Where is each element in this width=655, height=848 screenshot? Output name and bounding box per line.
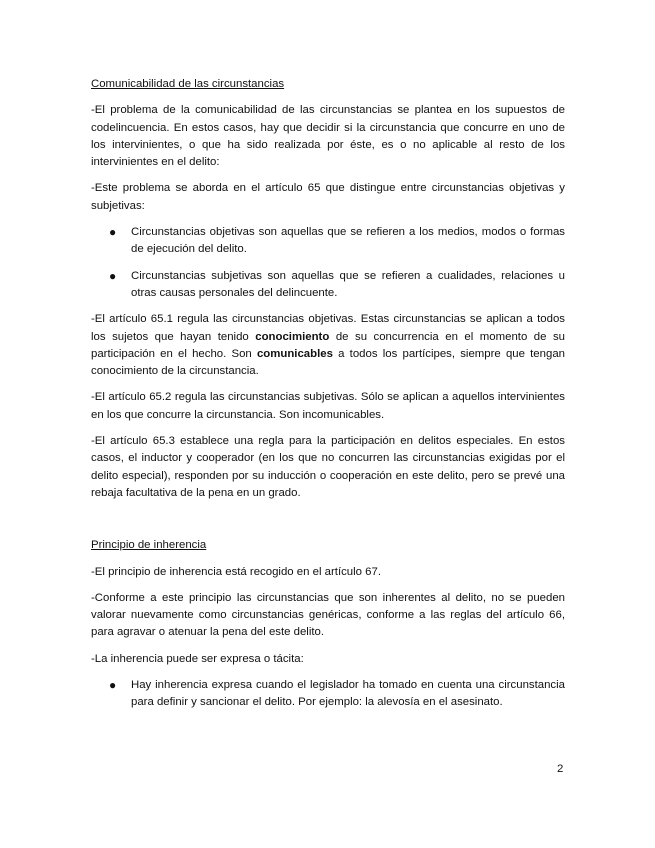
list-item bbox=[109, 268, 565, 303]
list-item-text: Circunstancias objetivas son aquellas que se refieren a los medios, modos o formas de ejecución del delito. bbox=[131, 226, 565, 256]
list-item-text: Circunstancias subjetivas son aquellas que se refieren a cualidades, relaciones u otras causas personales del delincuente. bbox=[131, 269, 565, 299]
bold-term: comunicables bbox=[256, 347, 333, 360]
list-item-text: Hay inherencia expresa cuando el legislador ha tomado en cuenta una circunstancia para definir y sancionar el delito. Por ejemplo: la alevosía en el asesinato. bbox=[131, 679, 565, 709]
list-item bbox=[109, 677, 565, 712]
paragraph: -El problema de la comunicabilidad de las circunstancias se plantea en los supuestos de codelincuencia. En estos casos, hay que decidir si la circunstancia que concurre en uno de los intervinientes, o que ha sido realizada por éste, es o no aplicable al resto de los intervinientes en el delito: bbox=[91, 104, 565, 169]
bullet-icon: ● bbox=[109, 268, 117, 283]
list-item bbox=[109, 224, 565, 259]
section-gap bbox=[91, 511, 565, 537]
bullet-icon: ● bbox=[109, 225, 117, 240]
text-run: -El artículo 65.1 regula las circunstancias objetivas. Estas circunstancias se aplican a todos los sujetos que hayan tenido bbox=[91, 313, 565, 343]
page-number: 2 bbox=[557, 763, 564, 775]
text-run: de su concurrencia en el momento de su participación en el hecho. Son bbox=[91, 330, 565, 360]
paragraph: -Conforme a este principio las circunstancias que son inherentes al delito, no se pueden valorar nuevamente como circunstancias genéricas, conforme a las reglas del artículo 66, para agravar o atenuar la pena del este delito. bbox=[91, 591, 565, 639]
paragraph: -El artículo 65.3 establece una regla para la participación en delitos especiales. En estos casos, el inductor y cooperador (en los que no concurren las circunstancias exigidas por el delito especial), responden por su inducción o cooperación en este delito, pero se prevé una rebaja facultativa de la pena en un grado. bbox=[91, 435, 565, 499]
paragraph: -La inherencia puede ser expresa o tácita: bbox=[91, 652, 304, 665]
bullet-icon: ● bbox=[109, 678, 117, 693]
document-page bbox=[91, 76, 565, 721]
bold-term: conocimiento bbox=[255, 330, 330, 343]
paragraph: -El artículo 65.2 regula las circunstancias subjetivas. Sólo se aplican a aquellos intervinientes en los que concurre la circunstancia. Son incomunicables. bbox=[91, 391, 565, 421]
paragraph: -Este problema se aborda en el artículo 65 que distingue entre circunstancias objetivas y subjetivas: bbox=[91, 182, 565, 212]
section-heading-inherencia: Principio de inherencia bbox=[91, 539, 207, 552]
paragraph bbox=[91, 311, 565, 380]
bullet-list bbox=[91, 677, 565, 712]
bullet-list bbox=[91, 224, 565, 302]
paragraph: -El principio de inherencia está recogido en el artículo 67. bbox=[91, 565, 381, 578]
text-run: a todos los partícipes, siempre que tengan conocimiento de la circunstancia. bbox=[91, 347, 565, 378]
section-heading-comunicabilidad: Comunicabilidad de las circunstancias bbox=[91, 78, 285, 90]
